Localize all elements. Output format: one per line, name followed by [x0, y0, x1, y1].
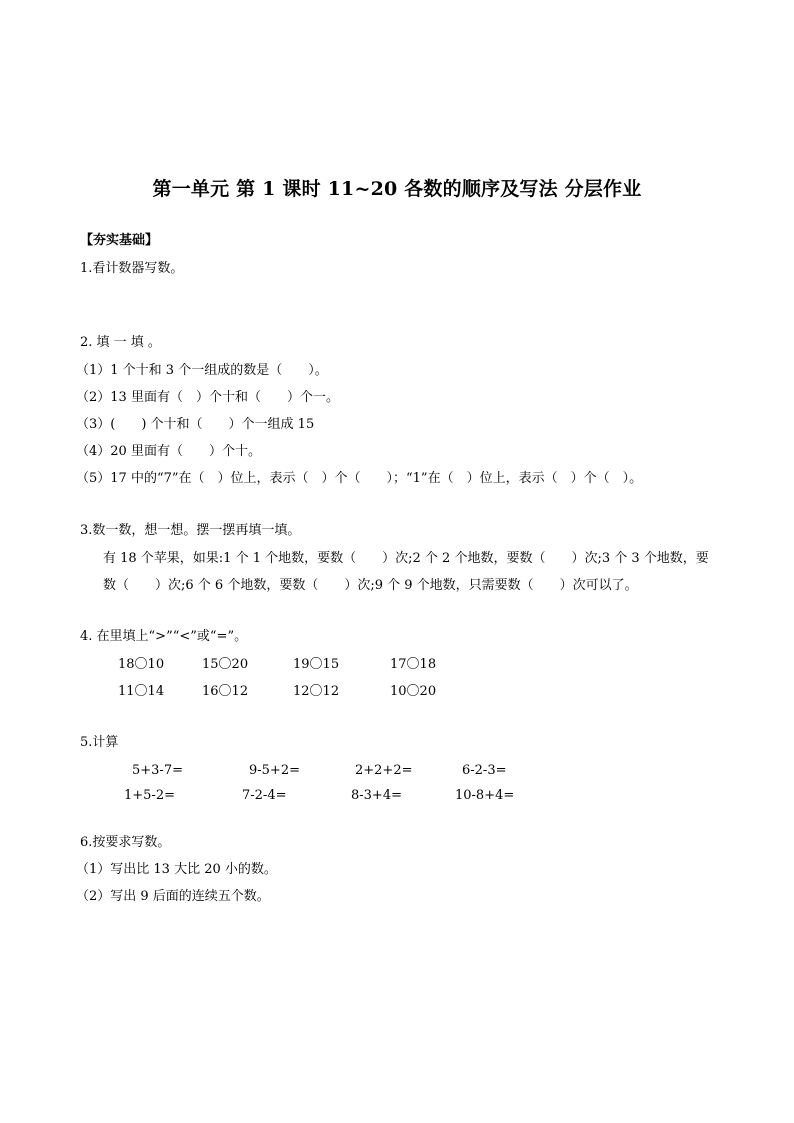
compare-item: 11〇14 [118, 684, 165, 699]
question-6-heading: 6.按要求写数。 [80, 835, 171, 850]
compare-item: 19〇15 [293, 657, 340, 672]
section-heading: 【夯实基础】 [80, 233, 159, 248]
compare-item: 18〇10 [118, 657, 165, 672]
question-3-heading: 3.数一数，想一想。摆一摆再填一填。 [80, 523, 301, 538]
question-3-line-1: 有 18 个苹果，如果:1 个 1 个地数，要数（ ）次;2 个 2 个地数，要数（ ）次;3 个 3 个地数，要 [103, 551, 709, 566]
question-2-item-2: （2）13 里面有（ ）个十和（ ）个一。 [76, 390, 339, 405]
calc-item: 2+2+2= [355, 763, 413, 778]
question-6-item-2: （2）写出 9 后面的连续五个数。 [76, 889, 270, 904]
question-3-line-2: 数（ ）次;6 个 6 个地数，要数（ ）次;9 个 9 个地数，只需要数（ ）次可以了。 [103, 578, 638, 593]
question-1: 1.看计数器写数。 [80, 261, 184, 276]
question-2-heading: 2. 填 一 填 。 [80, 335, 161, 350]
question-2-item-4: （4）20 里面有（ ）个十。 [76, 444, 261, 459]
calc-item: 5+3-7= [132, 763, 183, 778]
question-2-item-3: （3）( ) 个十和（ ）个一组成 15 [76, 417, 315, 432]
compare-item: 12〇12 [293, 684, 340, 699]
question-6-item-1: （1）写出比 13 大比 20 小的数。 [76, 862, 277, 877]
compare-item: 15〇20 [202, 657, 249, 672]
calc-item: 1+5-2= [124, 788, 175, 803]
question-2-item-1: （1）1 个十和 3 个一组成的数是（ ）。 [76, 363, 328, 378]
page-title: 第一单元 第 1 课时 11~20 各数的顺序及写法 分层作业 [152, 178, 642, 200]
calc-item: 7-2-4= [242, 788, 287, 803]
compare-item: 10〇20 [390, 684, 437, 699]
calc-item: 8-3+4= [351, 788, 402, 803]
compare-item: 16〇12 [202, 684, 249, 699]
calc-item: 10-8+4= [455, 788, 515, 803]
question-4-heading: 4. 在里填上“>”“<”或“=”。 [80, 629, 248, 644]
calc-item: 9-5+2= [249, 763, 300, 778]
compare-item: 17〇18 [390, 657, 437, 672]
calc-item: 6-2-3= [462, 763, 507, 778]
question-2-item-5: （5）17 中的“7”在（ ）位上，表示（ ）个（ ）；“1”在（ ）位上，表示（ ）个（ ）。 [76, 471, 643, 486]
question-5-heading: 5.计算 [80, 735, 119, 750]
